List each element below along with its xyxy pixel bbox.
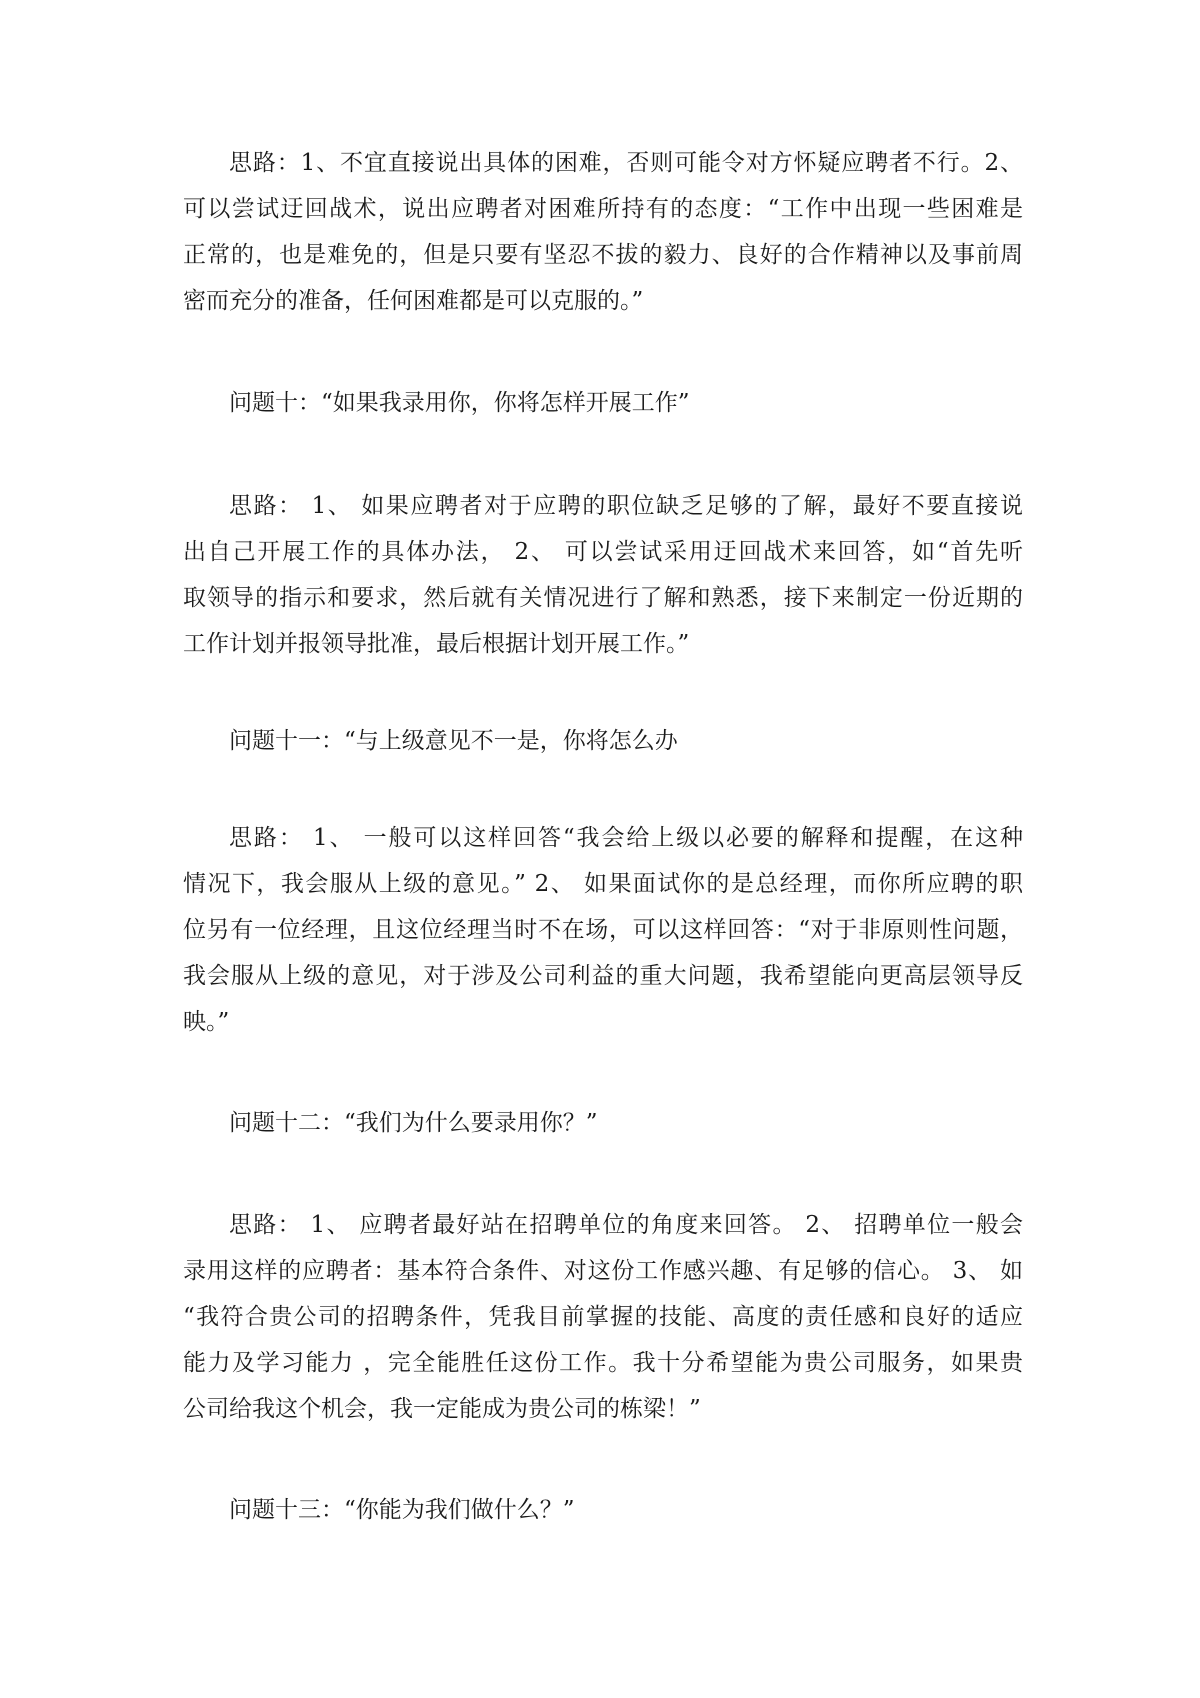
text-line: 取领导的指示和要求，然后就有关情况进行了解和熟悉，接下来制定一份近期的 bbox=[183, 585, 1023, 611]
question-text: 问题十三：“你能为我们做什么？” bbox=[229, 1497, 575, 1523]
text-line: 出自己开展工作的具体办法， 2、 可以尝试采用迂回战术来回答，如“首先听 bbox=[183, 539, 1023, 565]
text-line: 位另有一位经理，且这位经理当时不在场，可以这样回答：“对于非原则性问题， bbox=[183, 917, 1023, 943]
text-line: 思路： 1、 一般可以这样回答“我会给上级以必要的解释和提醒，在这种 bbox=[229, 825, 1023, 851]
text-line: 密而充分的准备，任何困难都是可以克服的。” bbox=[183, 288, 644, 314]
text-line: 我会服从上级的意见，对于涉及公司利益的重大问题，我希望能向更高层领导反 bbox=[183, 963, 1023, 989]
question-text: 问题十一：“与上级意见不一是，你将怎么办 bbox=[229, 728, 678, 754]
text-line: “我符合贵公司的招聘条件，凭我目前掌握的技能、高度的责任感和良好的适应 bbox=[183, 1304, 1023, 1330]
text-line: 思路： 1、 应聘者最好站在招聘单位的角度来回答。 2、 招聘单位一般会 bbox=[229, 1212, 1023, 1238]
answer-paragraph-10 bbox=[183, 483, 1023, 667]
question-heading-13 bbox=[183, 1487, 1023, 1533]
text-line: 能力及学习能力 ，完全能胜任这份工作。我十分希望能为贵公司服务，如果贵 bbox=[183, 1350, 1023, 1376]
question-heading-12 bbox=[183, 1100, 1023, 1146]
question-text: 问题十二：“我们为什么要录用你？” bbox=[229, 1110, 598, 1136]
question-text: 问题十：“如果我录用你，你将怎样开展工作” bbox=[229, 390, 690, 416]
text-line: 情况下，我会服从上级的意见。” 2、 如果面试你的是总经理，而你所应聘的职 bbox=[183, 871, 1023, 897]
text-line: 正常的，也是难免的，但是只要有坚忍不拔的毅力、良好的合作精神以及事前周 bbox=[183, 242, 1023, 268]
text-line: 思路： 1、 如果应聘者对于应聘的职位缺乏足够的了解，最好不要直接说 bbox=[229, 493, 1023, 519]
question-heading-10 bbox=[183, 380, 1023, 426]
text-line: 工作计划并报领导批准，最后根据计划开展工作。” bbox=[183, 631, 690, 657]
answer-paragraph-1 bbox=[183, 140, 1023, 324]
text-line: 可以尝试迂回战术，说出应聘者对困难所持有的态度：“工作中出现一些困难是 bbox=[183, 196, 1023, 222]
answer-paragraph-12 bbox=[183, 1202, 1023, 1432]
question-heading-11 bbox=[183, 718, 1023, 764]
text-line: 思路：1、不宜直接说出具体的困难，否则可能令对方怀疑应聘者不行。2、 bbox=[229, 150, 1023, 176]
text-line: 映。” bbox=[183, 1009, 230, 1035]
answer-paragraph-11 bbox=[183, 815, 1023, 1045]
text-line: 录用这样的应聘者：基本符合条件、对这份工作感兴趣、有足够的信心。 3、 如 bbox=[183, 1258, 1023, 1284]
text-line: 公司给我这个机会，我一定能成为贵公司的栋梁！” bbox=[183, 1396, 701, 1422]
